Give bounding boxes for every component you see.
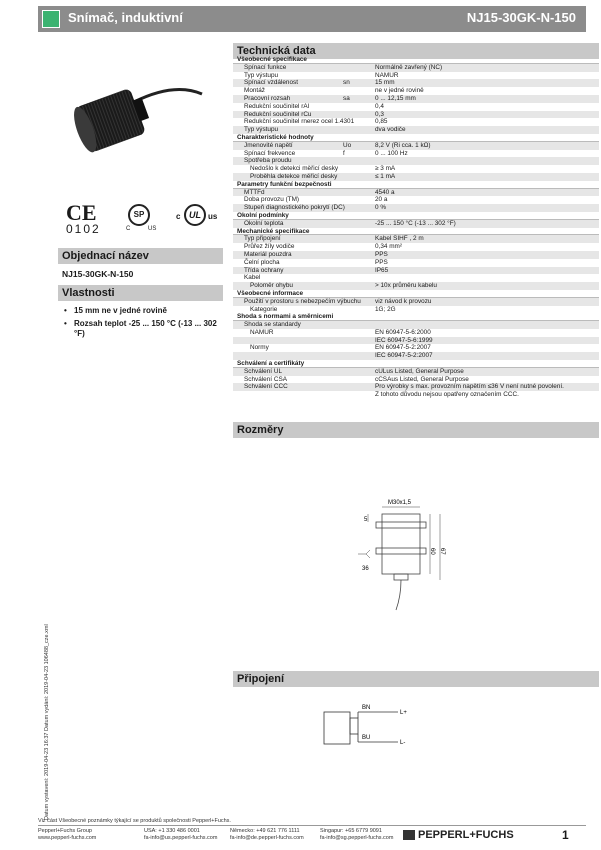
tech-param-value: > 10x průměru kabelu <box>375 282 437 290</box>
tech-param-value <box>375 157 599 165</box>
footer-group: Pepperl+Fuchs Group <box>38 828 92 834</box>
tech-row <box>233 368 599 376</box>
tech-param-symbol <box>343 196 375 204</box>
conn-minus-label: L- <box>400 740 406 746</box>
tech-param-label: Doba provozu (TM) <box>244 196 300 204</box>
ce-mark-icon: CE <box>66 200 97 225</box>
tech-param-label: Schválení CCC <box>244 383 288 391</box>
tech-param-value: cCSAus Listed, General Purpose <box>375 375 469 383</box>
tech-param-label: Redukční součinitel rnerez ocel 1.4301 <box>244 118 355 126</box>
tech-category-row <box>233 360 599 368</box>
tech-row <box>233 267 599 275</box>
tech-row <box>233 259 599 267</box>
tech-param-value: 0 ... 100 Hz <box>375 149 408 157</box>
tech-data-table <box>233 56 599 399</box>
footer-de-email[interactable]: fa-info@de.pepperl-fuchs.com <box>230 835 304 841</box>
tech-param-label <box>233 352 343 360</box>
tech-row <box>233 243 599 251</box>
tech-param-value: 4540 a <box>375 188 395 196</box>
product-image <box>74 72 204 162</box>
page-title: Snímač, induktivní <box>68 10 183 25</box>
tech-param-symbol <box>343 111 375 119</box>
tech-param-label: Typ výstupu <box>244 71 279 79</box>
tech-param-value: cULus Listed, General Purpose <box>375 367 464 375</box>
tech-param-value: 8,2 V (Ri cca. 1 kΩ) <box>375 141 431 149</box>
tech-param-value: Pro výrobky s max. provozním napětím ≤36 V není nutné povolení. <box>375 383 564 391</box>
tech-param-symbol <box>343 87 375 95</box>
tech-param-symbol <box>343 235 375 243</box>
connection-diagram <box>318 698 418 758</box>
footer-de-phone: Německo: +49 621 776 1111 <box>230 828 300 834</box>
dim-c-label: 67 <box>439 548 445 555</box>
tech-row <box>233 165 599 173</box>
tech-row <box>233 298 599 306</box>
tech-row <box>233 235 599 243</box>
properties-title: Vlastnosti <box>58 285 223 301</box>
tech-row <box>233 72 599 80</box>
tech-row <box>233 173 599 181</box>
tech-row <box>233 251 599 259</box>
footer-divider <box>38 825 586 826</box>
tech-param-label: Průřez žíly vodiče <box>244 243 295 251</box>
tech-data-title: Technická data <box>233 43 599 59</box>
footer-note: Viz část Všeobecné poznámky týkající se produktů společnosti Pepperl+Fuchs. <box>38 818 231 824</box>
tech-param-label: Kategorie <box>250 305 278 313</box>
tech-param-label: Normy <box>250 344 269 352</box>
tech-param-value: 20 a <box>375 196 388 204</box>
tech-param-label: Třída ochrany <box>244 266 284 274</box>
dim-b-label: 60 <box>429 548 435 555</box>
tech-param-value: 1G; 2G <box>375 305 396 313</box>
tech-row <box>233 126 599 134</box>
tech-param-symbol <box>343 298 375 306</box>
tech-category-row <box>233 212 599 220</box>
tech-param-symbol <box>343 321 375 329</box>
tech-param-value: 15 mm <box>375 79 395 87</box>
tech-param-symbol <box>343 64 375 72</box>
pepperl-fuchs-logo-icon <box>403 830 415 840</box>
model-number: NJ15-30GK-N-150 <box>466 10 576 25</box>
tech-row <box>233 282 599 290</box>
tech-row <box>233 142 599 150</box>
tech-param-value: 0,34 mm² <box>375 243 402 251</box>
tech-param-label: Nedošlo k detekci měřicí desky <box>250 165 339 173</box>
tech-param-symbol <box>343 344 375 352</box>
tech-param-value: ≥ 3 mA <box>375 165 396 173</box>
tech-param-value <box>375 321 599 329</box>
tech-param-value: Z tohoto důvodu nejsou opatřeny označením CCC. <box>375 391 519 399</box>
order-name: NJ15-30GK-N-150 <box>62 269 134 279</box>
tech-row <box>233 95 599 103</box>
tech-param-symbol: f <box>343 149 345 157</box>
ul-c-label: c <box>176 212 181 221</box>
tech-param-value: 0 ... 12,15 mm <box>375 94 416 102</box>
tech-row <box>233 79 599 87</box>
tech-param-value: viz návod k provozu <box>375 297 432 305</box>
tech-row <box>233 321 599 329</box>
ce-notified-body: 0102 <box>66 222 101 236</box>
tech-param-symbol: sa <box>343 94 350 102</box>
dimensions-title: Rozměry <box>233 422 599 438</box>
tech-param-label: Stupeň diagnostického pokrytí (DC) <box>244 204 345 212</box>
tech-param-value: 0,3 <box>375 110 384 118</box>
tech-param-symbol <box>343 189 375 197</box>
tech-category-row <box>233 181 599 189</box>
tech-param-label <box>233 337 343 345</box>
tech-category-row <box>233 228 599 236</box>
tech-row <box>233 337 599 345</box>
connection-title: Připojení <box>233 671 599 687</box>
tech-param-symbol <box>343 376 375 384</box>
tech-param-label: Čelní plocha <box>244 258 280 266</box>
tech-param-symbol <box>343 352 375 360</box>
tech-row <box>233 157 599 165</box>
tech-category-label: Parametry funkční bezpečnosti <box>237 180 332 188</box>
tech-category-row <box>233 290 599 298</box>
tech-category-label: Všeobecné informace <box>237 289 304 297</box>
tech-param-symbol <box>343 157 375 165</box>
tech-param-label: Spínací frekvence <box>244 149 296 157</box>
tech-param-value: EN 60947-5-2:2007 <box>375 344 431 352</box>
tech-param-label: Okolní teplota <box>244 219 284 227</box>
tech-category-label: Schválení a certifikáty <box>237 360 305 368</box>
tech-param-symbol <box>343 337 375 345</box>
brand-logo: PEPPERL+FUCHS <box>418 829 514 841</box>
tech-param-value: 0 % <box>375 204 387 212</box>
tech-row <box>233 344 599 352</box>
tech-param-label: Pracovní rozsah <box>244 94 291 102</box>
footer-sg-email[interactable]: fa-info@sg.pepperl-fuchs.com <box>320 835 394 841</box>
dim-a-label: 5 <box>364 517 368 523</box>
conn-bu-label: BU <box>362 735 371 741</box>
tech-row <box>233 391 599 399</box>
tech-category-label: Shoda s normami a směrnicemi <box>237 313 334 321</box>
tech-param-label: Montáž <box>244 87 265 95</box>
tech-row <box>233 220 599 228</box>
tech-row <box>233 87 599 95</box>
tech-param-label: Spotřeba proudu <box>244 157 292 165</box>
properties-list <box>62 306 222 342</box>
tech-param-label: Použití v prostoru s nebezpečím výbuchu <box>244 297 361 305</box>
ul-mark-icon: UL <box>184 204 206 226</box>
ul-us-label: us <box>208 212 218 221</box>
tech-param-symbol <box>343 243 375 251</box>
tech-category-row <box>233 134 599 142</box>
tech-row <box>233 204 599 212</box>
tech-param-symbol <box>343 173 375 181</box>
tech-category-label: Charakteristické hodnoty <box>237 133 314 141</box>
tech-param-value: IP65 <box>375 266 389 274</box>
tech-param-label: Shoda se standardy <box>244 321 301 329</box>
footer-usa-phone: USA: +1 330 486 0001 <box>144 828 200 834</box>
tech-row <box>233 306 599 314</box>
certification-logos <box>66 200 216 240</box>
csa-c-label: C <box>126 226 131 232</box>
footer-usa-email[interactable]: fa-info@us.pepperl-fuchs.com <box>144 835 218 841</box>
csa-mark-icon: SP <box>128 204 150 226</box>
tech-row <box>233 111 599 119</box>
tech-row <box>233 196 599 204</box>
tech-param-symbol <box>343 118 375 126</box>
tech-param-symbol <box>343 306 375 314</box>
tech-param-value: 0,85 <box>375 118 388 126</box>
tech-param-value: 0,4 <box>375 102 384 110</box>
tech-row <box>233 189 599 197</box>
dim-thread-label: M30x1,5 <box>388 500 412 506</box>
tech-param-label: Typ výstupu <box>244 126 279 134</box>
property-item: • Rozsah teplot -25 ... 150 °C (-13 ... 302 °F) <box>62 319 222 339</box>
tech-param-symbol: sn <box>343 79 350 87</box>
tech-param-symbol: Uo <box>343 141 352 149</box>
tech-param-symbol <box>343 329 375 337</box>
tech-category-label: Mechanické specifikace <box>237 227 310 235</box>
dimension-drawing <box>330 492 460 612</box>
tech-param-symbol <box>343 383 375 391</box>
tech-param-label: NAMUR <box>250 328 274 336</box>
tech-param-value: EN 60947-5-6:2000 <box>375 328 431 336</box>
tech-row <box>233 274 599 282</box>
tech-param-label: Redukční součinitel rCu <box>244 110 312 118</box>
tech-row <box>233 64 599 72</box>
order-title: Objednací název <box>58 248 223 264</box>
tech-row <box>233 150 599 158</box>
tech-param-label: Redukční součinitel rAl <box>244 102 310 110</box>
tech-param-value: ≤ 1 mA <box>375 172 396 180</box>
footer-web-link[interactable]: www.pepperl-fuchs.com <box>38 835 97 841</box>
tech-param-value: IEC 60947-5-2:2007 <box>375 352 433 360</box>
tech-param-label: MTTFd <box>244 188 265 196</box>
tech-row <box>233 118 599 126</box>
tech-param-symbol <box>343 126 375 134</box>
tech-param-label: Schválení UL <box>244 367 283 375</box>
tech-param-label: Jmenovité napětí <box>244 141 293 149</box>
tech-param-label: Spínací funkce <box>244 63 287 71</box>
tech-param-value: ne v jedné rovině <box>375 87 424 95</box>
tech-param-label: Typ připojení <box>244 235 281 243</box>
tech-param-symbol <box>343 368 375 376</box>
tech-param-symbol <box>343 267 375 275</box>
tech-param-value: Kabel SIHF , 2 m <box>375 235 424 243</box>
tech-param-label: Schválení CSA <box>244 375 287 383</box>
tech-param-label: Proběhla detekce měřicí desky <box>250 172 338 180</box>
tech-row <box>233 329 599 337</box>
footer-sg-phone: Singapur: +65 6779 9091 <box>320 828 382 834</box>
tech-param-value <box>375 274 599 282</box>
page-number: 1 <box>562 828 569 842</box>
tech-param-label: Poloměr ohybu <box>250 282 293 290</box>
tech-param-symbol <box>343 282 375 290</box>
csa-us-label: US <box>148 226 157 232</box>
tech-param-symbol <box>343 259 375 267</box>
header-bar <box>38 6 586 32</box>
tech-param-symbol <box>343 204 375 212</box>
logo-square-icon <box>42 10 60 28</box>
tech-param-label <box>233 391 343 399</box>
tech-param-symbol <box>343 274 375 282</box>
tech-param-value: NAMUR <box>375 71 399 79</box>
tech-row <box>233 352 599 360</box>
property-item: • 15 mm ne v jedné rovině <box>62 306 222 316</box>
tech-param-symbol <box>343 220 375 228</box>
tech-param-value: IEC 60947-5-6:1999 <box>375 336 433 344</box>
tech-row <box>233 103 599 111</box>
tech-category-label: Okolní podmínky <box>237 211 289 219</box>
tech-category-label: Všeobecné specifikace <box>237 56 307 63</box>
tech-param-value: PPS <box>375 258 388 266</box>
conn-plus-label: L+ <box>400 710 407 716</box>
tech-param-label: Spínací vzdálenost <box>244 79 298 87</box>
tech-param-value: dva vodiče <box>375 126 406 134</box>
tech-category-row <box>233 56 599 64</box>
tech-param-value: -25 ... 150 °C (-13 ... 302 °F) <box>375 219 456 227</box>
tech-param-value: Normálně zavřený (NC) <box>375 63 443 71</box>
tech-param-symbol <box>343 391 375 399</box>
issue-date-sidetext: Datum vystavení: 2019-04-23 16:37 Datum vydání: 2019-04-23 106488_cze.xml <box>44 624 50 820</box>
tech-param-label: Materiál pouzdra <box>244 250 292 258</box>
tech-row <box>233 376 599 384</box>
conn-bn-label: BN <box>362 705 371 711</box>
tech-param-value: PPS <box>375 250 388 258</box>
dim-d-label: 36 <box>362 566 369 572</box>
tech-category-row <box>233 313 599 321</box>
tech-param-symbol <box>343 72 375 80</box>
tech-param-label: Kabel <box>244 274 261 282</box>
tech-param-symbol <box>343 103 375 111</box>
tech-param-symbol <box>343 251 375 259</box>
tech-param-symbol <box>343 165 375 173</box>
